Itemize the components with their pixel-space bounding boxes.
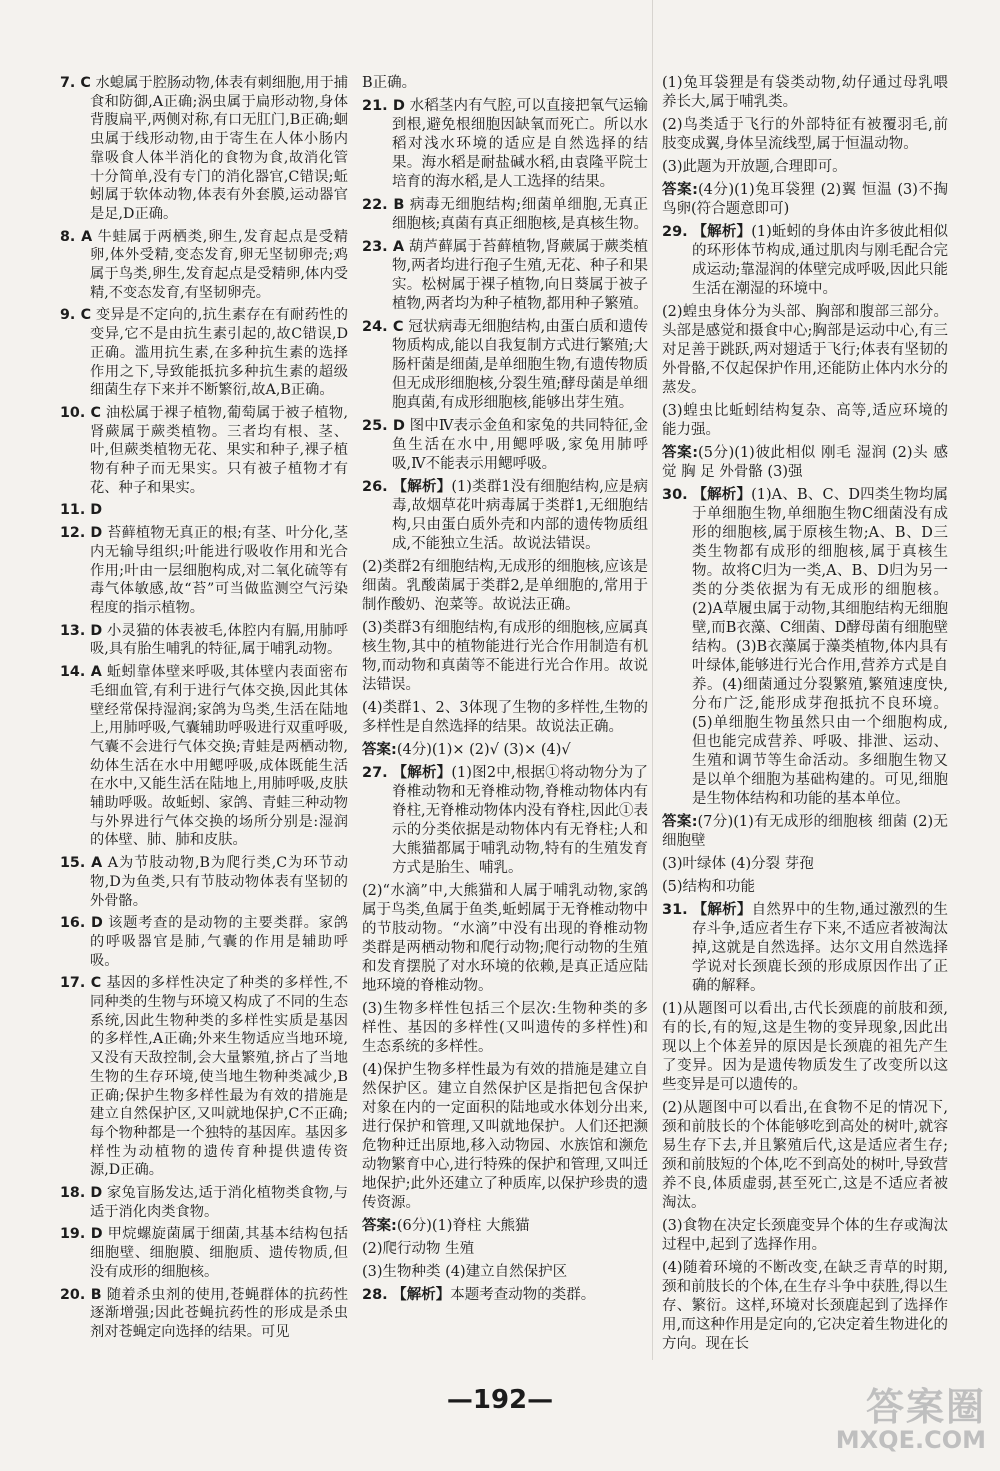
answer-entry xyxy=(60,663,348,850)
question-number: 13. D xyxy=(60,622,103,639)
entry-text: (7分)(1)有无成形的细胞核 细菌 (2)无细胞壁 xyxy=(662,814,948,849)
answer-entry xyxy=(662,223,948,299)
entry-text: (3)生物多样性包括三个层次:生物种类的多样性、基因的多样性(又叫遗传的多样性)和生态系统的多样性。 xyxy=(362,1001,648,1055)
analysis-tag: 【解析】 xyxy=(692,487,752,503)
question-number: 10. C xyxy=(60,404,101,421)
entry-text: 基因的多样性决定了种类的多样性,不同种类的生物与环境又构成了不同的生态系统,因此生物种类的多样性实质是基因的多样性,A正确;外来生物适应当地环境,又没有天敌控制,会大量繁殖,挤占了当地生物的生存环境,使当地生物种类减少,B正确;保护生物多样性最为有效的措施是建立自然保护区,又叫就地保护,C不正确;每个物种都是一个独特的基因库。基因多样性为动植物的遗传育种提供遗传资源,D正确。 xyxy=(90,975,348,1179)
question-number: 15. A xyxy=(60,855,103,872)
entry-text: 自然界中的生物,通过激烈的生存斗争,适应者生存下来,不适应者被淘汰掉,这就是自然选择。达尔文用自然选择学说对长颈鹿长颈的形成原因作出了正确的解释。 xyxy=(692,902,949,994)
answer-entry xyxy=(60,524,348,618)
entry-text: (4分)(1)× (2)√ (3)× (4)√ xyxy=(396,742,571,758)
entry-text: 小灵猫的体表被毛,体腔内有膈,用肺呼吸,具有胎生哺乳的特征,属于哺乳动物。 xyxy=(90,622,348,658)
answer-paragraph xyxy=(662,813,948,851)
question-number: 18. D xyxy=(60,1185,103,1202)
answer-label: 答案: xyxy=(362,742,397,758)
watermark-logo-text: 答案圈 xyxy=(865,1385,986,1429)
answer-paragraph xyxy=(362,882,648,996)
answer-label: 答案: xyxy=(662,814,698,830)
answer-label: 答案: xyxy=(662,445,699,461)
entry-text: 葫芦藓属于苔藓植物,肾蕨属于蕨类植物,两者均进行孢子生殖,无花、种子和果实。松树属于裸子植物,向日葵属于被子植物,两者均为种子植物,都用种子繁殖。 xyxy=(392,239,648,312)
column-divider xyxy=(652,0,653,1360)
entry-text: (2)类群2有细胞结构,无成形的细胞核,应该是细菌。乳酸菌属于类群2,是单细胞的,常用于制作酸奶、泡菜等。故说法正确。 xyxy=(362,559,648,613)
question-number: 17. C xyxy=(60,975,102,992)
answer-paragraph xyxy=(662,74,948,112)
entry-text: (1)类群1没有细胞结构,应是病毒,故烟草花叶病毒属于类群1,无细胞结构,只由蛋白质外壳和内部的遗传物质组成,不能独立生活。故说法错误。 xyxy=(392,479,649,552)
entry-text: 蚯蚓靠体壁来呼吸,其体壁内表面密布毛细血管,有利于进行气体交换,因此其体壁经常保持湿润;家鸽为鸟类,生活在陆地上,用肺呼吸,气囊辅助呼吸进行双重呼吸,气囊不会进行气体交换;青蛙是两栖动物,幼体生活在水中用鳃呼吸,成体既能生活在水中,又能生活在陆地上,用肺呼吸,皮肤辅助呼吸。故蚯蚓、家鸽、青蛙三种动物与外界进行气体交换的场所分别是:湿润的体壁、肺、肺和皮肤。 xyxy=(90,664,349,849)
analysis-tag: 【解析】 xyxy=(692,902,752,918)
page-number: —192— xyxy=(446,1385,554,1415)
answer-paragraph xyxy=(662,444,948,482)
entry-text: (4)随着环境的不断改变,在缺乏青草的时期,颈和前肢长的个体,在生存斗争中获胜,得以生存、繁衍。这样,环境对长颈鹿起到了选择作用,而这种作用是定向的,它决定着生物进化的方向。现在长 xyxy=(662,1260,948,1352)
entry-text: (2)爬行动物 生殖 xyxy=(362,1241,475,1257)
entry-text: (2)“水滴”中,大熊猫和人属于哺乳动物,家鸽属于鸟类,鱼属于鱼类,蚯蚓属于无脊椎动物中的节肢动物。“水滴”中没有出现的脊椎动物类群是两栖动物和爬行动物;爬行动物的生殖和发育摆脱了对水环境的依赖,是真正适应陆地环境的脊椎动物。 xyxy=(362,883,648,994)
question-number: 22. B xyxy=(362,197,405,213)
answer-paragraph xyxy=(662,303,948,398)
entry-text: 水螅属于腔肠动物,体表有刺细胞,用于捕食和防御,A正确;涡虫属于扁形动物,身体背腹扁平,两侧对称,有口无肛门,B正确;蛔虫属于线形动物,由于寄生在人体小肠内靠吸食人体半消化的食物为食,故消化管十分简单,没有专门的消化器官,C错误;蚯蚓属于软体动物,体表有外套膜,运动器官是足,D正确。 xyxy=(90,75,349,222)
answer-paragraph xyxy=(662,1259,948,1354)
answer-entry xyxy=(60,74,348,224)
answer-entry xyxy=(362,238,648,314)
entry-text: (5分)(1)彼此相似 刚毛 湿润 (2)头 感觉 胸 足 外骨骼 (3)强 xyxy=(662,445,948,480)
answer-paragraph xyxy=(362,619,648,695)
entry-text: 变异是不定向的,抗生素存在有耐药性的变异,它不是由抗生素引起的,故C错误,D正确。滥用抗生素,在多种抗生素的选择作用之下,导致能抵抗多种抗生素的超级细菌生存下来并不断繁衍,故A,B正确。 xyxy=(90,307,348,399)
question-number: 28. xyxy=(362,1287,388,1303)
answer-entry xyxy=(60,1184,348,1221)
question-number: 24. C xyxy=(362,319,404,335)
answer-paragraph xyxy=(662,116,948,154)
entry-text: 油松属于裸子植物,葡萄属于被子植物,肾蕨属于蕨类植物。三者均有根、茎、叶,但蕨类植物无花、果实和种子,裸子植物有种子而无果实。只有被子植物才有花、种子和果实。 xyxy=(90,404,349,496)
entry-text: (3)蝗虫比蚯蚓结构复杂、高等,适应环境的能力强。 xyxy=(662,403,948,438)
entry-text: 病毒无细胞结构;细菌单细胞,无真正细胞核;真菌有真正细胞核,是真核生物。 xyxy=(392,197,648,232)
answer-column-1 xyxy=(60,74,348,1346)
answer-label: 答案: xyxy=(362,1218,397,1234)
answer-paragraph xyxy=(362,741,648,760)
answer-entry xyxy=(362,478,648,554)
question-number: 8. A xyxy=(60,228,93,245)
answer-entry xyxy=(60,914,348,970)
entry-text: 图中Ⅳ表示金鱼和家兔的共同特征,金鱼生活在水中,用鳃呼吸,家兔用肺呼吸,Ⅳ不能表示用鳃呼吸。 xyxy=(392,418,649,472)
answer-paragraph xyxy=(662,402,948,440)
answer-paragraph xyxy=(362,1061,648,1213)
entry-text: 本题考查动物的类群。 xyxy=(450,1287,596,1303)
entry-text: 甲烷螺旋菌属于细菌,其基本结构包括细胞壁、细胞膜、细胞质、遗传物质,但没有成形的细胞核。 xyxy=(90,1226,348,1280)
entry-text: (1)A、B、C、D四类生物均属于单细胞生物,单细胞生物C细菌没有成形的细胞核,属于原核生物;A、B、D三类生物都有成形的细胞核,属于真核生物。故将C归为一类,A、B、D归为另一类的分类依据为有无成形的细胞核。(2)A草履虫属于动物,其细胞结构无细胞壁,而B衣藻、C细菌、D酵母菌有细胞壁结构。(3)B衣藻属于藻类植物,体内具有叶绿体,能够进行光合作用,营养方式是自养。(4)细菌通过分裂繁殖,繁殖速度快,分布广泛,能形成芽孢抵抗不良环境。(5)单细胞生物虽然只由一个细胞构成,但也能完成营养、呼吸、排泄、运动、生殖和调节等生命活动。多细胞生物又是以单个细胞为基础构建的。可见,细胞是生物体结构和功能的基本单位。 xyxy=(692,487,949,807)
answer-paragraph xyxy=(362,558,648,615)
entry-text: (4)类群1、2、3体现了生物的多样性,生物的多样性是自然选择的结果。故说法正确。 xyxy=(362,700,648,735)
answer-entry xyxy=(362,196,648,234)
question-number: 14. A xyxy=(60,664,102,681)
entry-text: (1)从题图可以看出,古代长颈鹿的前肢和颈,有的长,有的短,这是生物的变异现象,因此出现以上个体差异的原因是长颈鹿的祖先产生了变异。因为是遗传物质发生了改变所以这些变异是可以遗传的。 xyxy=(662,1001,948,1093)
question-number: 12. D xyxy=(60,525,103,542)
answer-entry xyxy=(362,764,648,878)
answer-paragraph xyxy=(662,855,948,874)
answer-paragraph xyxy=(362,1217,648,1236)
question-number: 16. D xyxy=(60,915,103,932)
answer-entry xyxy=(60,228,348,303)
answer-entry xyxy=(60,404,348,498)
answer-paragraph xyxy=(662,158,948,177)
entry-text: 冠状病毒无细胞结构,由蛋白质和遗传物质构成,能以自我复制方式进行繁殖;大肠杆菌是细菌,是单细胞生物,有遗传物质但无成形细胞核,分裂生殖;酵母菌是单细胞真菌,有成形细胞核,能够出芽生殖。 xyxy=(392,319,649,411)
answer-entry xyxy=(60,306,348,400)
entry-text: 水稻茎内有气腔,可以直接把氧气运输到根,避免根细胞因缺氧而死亡。所以水稻对浅水环境的适应是自然选择的结果。海水稻是耐盐碱水稻,由袁隆平院士培育的海水稻,是人工选择的结果。 xyxy=(392,98,649,190)
entry-text: 随着杀虫剂的使用,苍蝇群体的抗药性逐渐增强;因此苍蝇抗药性的形成是杀虫剂对苍蝇定向选择的结果。可见 xyxy=(90,1286,348,1340)
analysis-tag: 【解析】 xyxy=(392,479,452,495)
answer-entry xyxy=(60,501,348,520)
answer-paragraph xyxy=(662,1000,948,1095)
entry-text: (5)结构和功能 xyxy=(662,879,756,895)
entry-text: 苔藓植物无真正的根;有茎、叶分化,茎内无输导组织;叶能进行吸收作用和光合作用;叶由一层细胞构成,对二氧化硫等有毒气体敏感,故“苔”可当做监测空气污染程度的指示植物。 xyxy=(90,525,348,616)
site-watermark xyxy=(816,1387,986,1457)
answer-entry xyxy=(60,1286,348,1342)
entry-text: (1)图2中,根据①将动物分为了脊椎动物和无脊椎动物,脊椎动物体内有脊柱,无脊椎动物体内没有脊柱,因此①表示的分类依据是动物体内有无脊柱;人和大熊猫都属于哺乳动物,特有的生殖发育方式是胎生、哺乳。 xyxy=(392,765,649,876)
entry-text: (4分)(1)兔耳袋狸 (2)翼 恒温 (3)不掏鸟卵(符合题意即可) xyxy=(662,182,948,217)
question-number: 20. B xyxy=(60,1286,102,1303)
entry-text: (1)兔耳袋狸是有袋类动物,幼仔通过母乳喂养长大,属于哺乳类。 xyxy=(662,75,948,110)
answer-entry xyxy=(60,622,348,659)
entry-text: 家兔盲肠发达,适于消化植物类食物,与适于消化肉类食物。 xyxy=(90,1185,348,1220)
entry-text: 牛蛙属于两栖类,卵生,发育起点是受精卵,体外受精,变态发育,卵无坚韧卵壳;鸡属于鸟类,卵生,发育起点是受精卵,体内受精,不变态发育,有坚韧卵壳。 xyxy=(90,228,349,301)
answer-paragraph xyxy=(662,1099,948,1213)
entry-text: (4)保护生物多样性最为有效的措施是建立自然保护区。建立自然保护区是指把包含保护对象在内的一定面积的陆地或水体划分出来,进行保护和管理,又叫就地保护。人们还把濒危物种迁出原地,移入动物园、水族馆和濒危动物繁育中心,进行特殊的保护和管理,又叫迁地保护;此外还建立了种质库,以保护珍贵的遗传资源。 xyxy=(362,1062,648,1211)
question-number: 9. C xyxy=(60,307,92,324)
entry-text: A为节肢动物,B为爬行类,C为环节动物,D为鱼类,只有节肢动物体表有坚韧的外骨骼。 xyxy=(90,855,349,909)
entry-text: (3)此题为开放题,合理即可。 xyxy=(662,159,847,175)
entry-text: (2)鸟类适于飞行的外部特征有被覆羽毛,前肢变成翼,身体呈流线型,属于恒温动物。 xyxy=(662,117,948,152)
analysis-tag: 【解析】 xyxy=(392,765,452,781)
watermark-url: MXQE.COM xyxy=(835,1426,986,1454)
answer-entry xyxy=(60,854,348,910)
entry-text: B正确。 xyxy=(362,75,417,91)
answer-entry xyxy=(60,974,348,1180)
answer-column-2 xyxy=(362,74,648,1309)
question-number: 25. D xyxy=(362,418,405,434)
answer-entry xyxy=(662,486,948,809)
answer-paragraph xyxy=(362,699,648,737)
question-number: 30. xyxy=(662,487,688,503)
entry-text: (3)叶绿体 (4)分裂 芽孢 xyxy=(662,856,814,872)
answer-entry xyxy=(362,318,648,413)
question-number: 27. xyxy=(362,765,388,781)
answer-paragraph xyxy=(662,878,948,897)
answer-paragraph xyxy=(662,181,948,219)
question-number: 21. D xyxy=(362,98,405,114)
answer-entry xyxy=(60,1225,348,1281)
question-number: 11. D xyxy=(60,502,103,519)
question-number: 23. A xyxy=(362,239,405,255)
answer-entry xyxy=(362,1286,648,1305)
entry-text: (2)从题图中可以看出,在食物不足的情况下,颈和前肢长的个体能够吃到高处的树叶,就容易生存下去,并且繁殖后代,这是适应者生存;颈和前肢短的个体,吃不到高处的树叶,导致营养不良,体质虚弱,甚至死亡,这是不适应者被淘汰。 xyxy=(662,1100,948,1211)
answer-paragraph xyxy=(362,1000,648,1057)
answer-entry xyxy=(362,417,648,474)
question-number: 26. xyxy=(362,479,388,495)
entry-text: (3)类群3有细胞结构,有成形的细胞核,应属真核生物,其中的植物能进行光合作用制造有机物,而动物和真菌等不能进行光合作用。故说法错误。 xyxy=(362,620,648,693)
entry-text: (1)蚯蚓的身体由许多彼此相似的环形体节构成,通过肌肉与刚毛配合完成运动;靠湿润的体壁完成呼吸,因此只能生活在潮湿的环境中。 xyxy=(692,224,949,297)
entry-text: (3)食物在决定长颈鹿变异个体的生存或淘汰过程中,起到了选择作用。 xyxy=(662,1218,948,1253)
entry-text: 该题考查的是动物的主要类群。家鸽的呼吸器官是肺,气囊的作用是辅助呼吸。 xyxy=(90,915,348,969)
answer-entry xyxy=(362,97,648,192)
answer-paragraph xyxy=(362,1263,648,1282)
question-number: 19. D xyxy=(60,1226,103,1243)
answer-paragraph xyxy=(362,74,648,93)
analysis-tag: 【解析】 xyxy=(392,1287,451,1303)
entry-text: (6分)(1)脊柱 大熊猫 xyxy=(396,1218,530,1234)
question-number: 31. xyxy=(662,902,688,918)
entry-text: (3)生物种类 (4)建立自然保护区 xyxy=(362,1264,568,1280)
answer-paragraph xyxy=(662,1217,948,1255)
question-number: 7. C xyxy=(60,75,91,91)
analysis-tag: 【解析】 xyxy=(692,224,752,240)
answer-column-3 xyxy=(662,74,948,1358)
question-number: 29. xyxy=(662,224,688,240)
entry-text: (2)蝗虫身体分为头部、胸部和腹部三部分。头部是感觉和摄食中心;胸部是运动中心,有三对足善于跳跃,两对翅适于飞行;体表有坚韧的外骨骼,不仅起保护作用,还能防止体内水分的蒸发。 xyxy=(662,304,948,396)
answer-paragraph xyxy=(362,1240,648,1259)
answer-label: 答案: xyxy=(662,182,698,198)
answer-entry xyxy=(662,901,948,996)
